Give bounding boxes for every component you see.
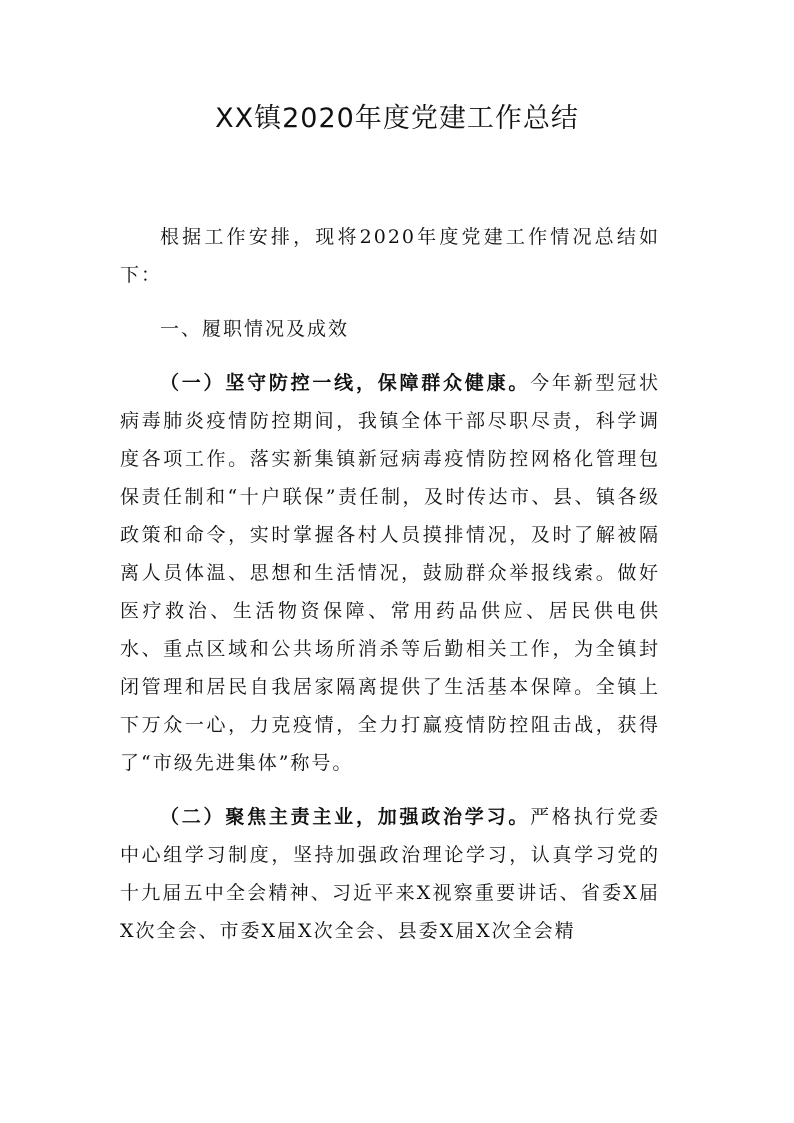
document-title: XX镇2020年度党建工作总结 [215,103,579,134]
item-1-paragraph [120,364,660,782]
document-body [120,218,660,950]
item-1-lead: （一）坚守防控一线，保障群众健康。 [160,372,531,394]
item-1-text: 今年新型冠状病毒肺炎疫情防控期间，我镇全体干部尽职尽责，科学调度各项工作。落实新集镇新冠病毒疫情防控网格化管理包保责任制和“十户联保”责任制，及时传达市、县、镇各级政策和命令，实时掌握各村人员摸排情况，及时了解被隔离人员体温、思想和生活情况，鼓励群众举报线索。做好医疗救治、生活物资保障、常用药品供应、居民供电供水、重点区域和公共场所消杀等后勤相关工作，为全镇封闭管理和居民自我居家隔离提供了生活基本保障。全镇上下万众一心，力克疫情，全力打赢疫情防控阻击战，获得了“市级先进集体”称号。 [120,372,660,774]
section-heading: 一、履职情况及成效 [160,318,350,340]
item-2-paragraph [120,798,660,950]
item-2-text: 严格执行党委中心组学习制度，坚持加强政治理论学习，认真学习党的十九届五中全会精神、习近平来X视察重要讲话、省委X届X次全会、市委X届X次全会、县委X届X次全会精 [120,806,660,942]
item-2-lead: （二）聚焦主责主业，加强政治学习。 [160,806,531,828]
intro-paragraph: 根据工作安排，现将2020年度党建工作情况总结如下： [120,226,660,286]
